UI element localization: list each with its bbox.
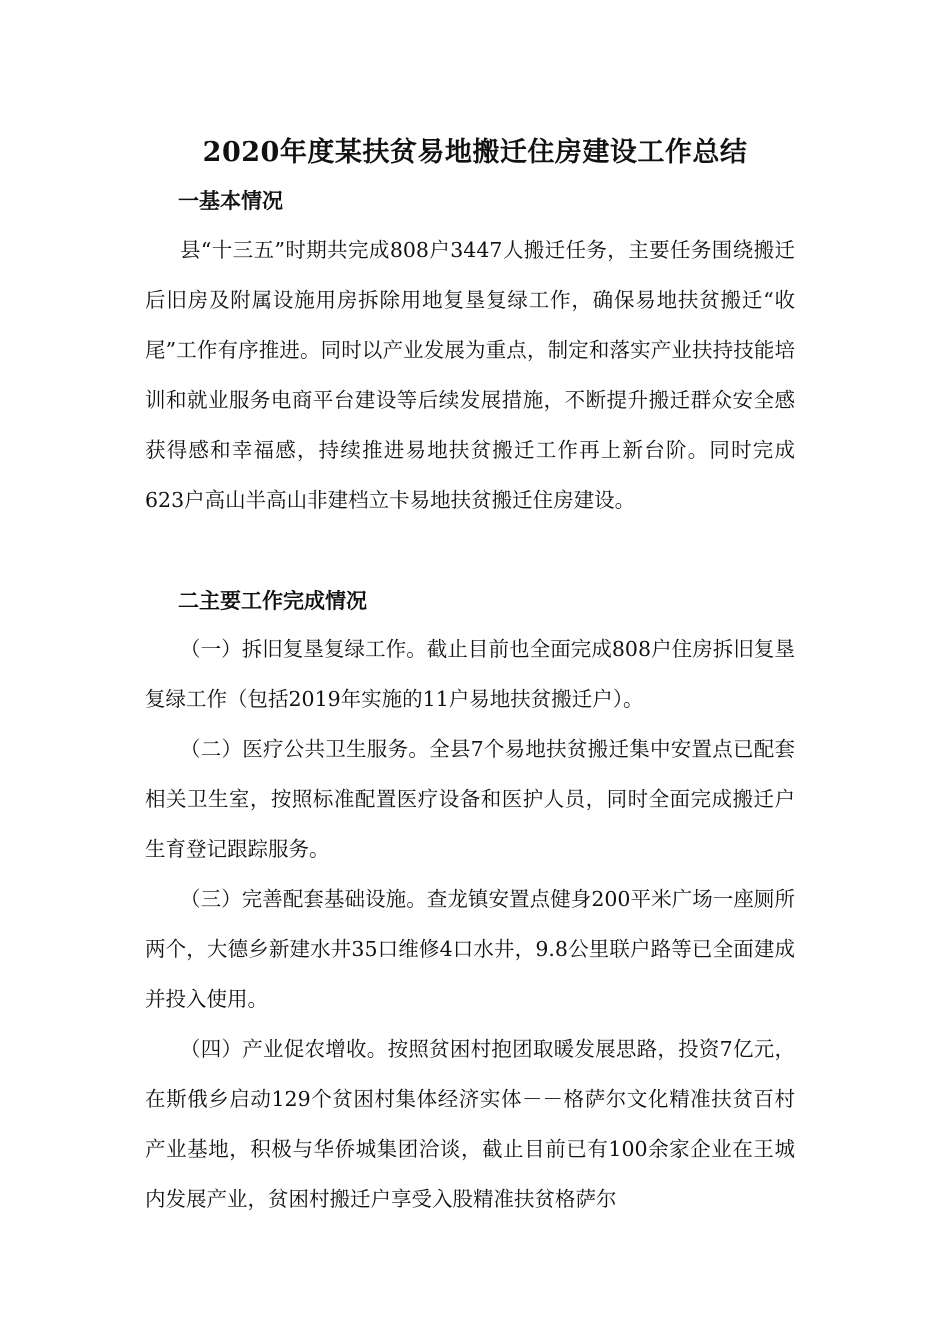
- document-title: 2020年度某扶贫易地搬迁住房建设工作总结: [202, 137, 748, 168]
- section-heading-basic-situation: 一基本情况: [178, 188, 283, 213]
- section-heading-main-work: 二主要工作完成情况: [178, 588, 367, 613]
- paragraph-item-1: （一）拆旧复垦复绿工作。截止目前也全面完成808户住房拆旧复垦复绿工作（包括2019年实施的11户易地扶贫搬迁户）。: [145, 637, 795, 711]
- paragraph-item-4: （四）产业促农增收。按照贫困村抱团取暖发展思路，投资7亿元，在斯俄乡启动129个贫困村集体经济实体－－格萨尔文化精准扶贫百村产业基地，积极与华侨城集团洽谈，截止目前已有100余家企业在王城内发展产业，贫困村搬迁户享受入股精准扶贫格萨尔: [145, 1037, 795, 1211]
- paragraph-item-3: （三）完善配套基础设施。查龙镇安置点健身200平米广场一座厕所两个，大德乡新建水井35口维修4口水井，9.8公里联户路等已全面建成并投入使用。: [145, 887, 795, 1011]
- paragraph-item-2: （二）医疗公共卫生服务。全县7个易地扶贫搬迁集中安置点已配套相关卫生室，按照标准配置医疗设备和医护人员，同时全面完成搬迁户生育登记跟踪服务。: [145, 737, 795, 861]
- paragraph-basic-situation: 县“十三五”时期共完成808户3447人搬迁任务，主要任务围绕搬迁后旧房及附属设施用房拆除用地复垦复绿工作，确保易地扶贫搬迁“收尾”工作有序推进。同时以产业发展为重点，制定和落实产业扶持技能培训和就业服务电商平台建设等后续发展措施，不断提升搬迁群众安全感获得感和幸福感，持续推进易地扶贫搬迁工作再上新台阶。同时完成623户高山半高山非建档立卡易地扶贫搬迁住房建设。: [145, 238, 795, 512]
